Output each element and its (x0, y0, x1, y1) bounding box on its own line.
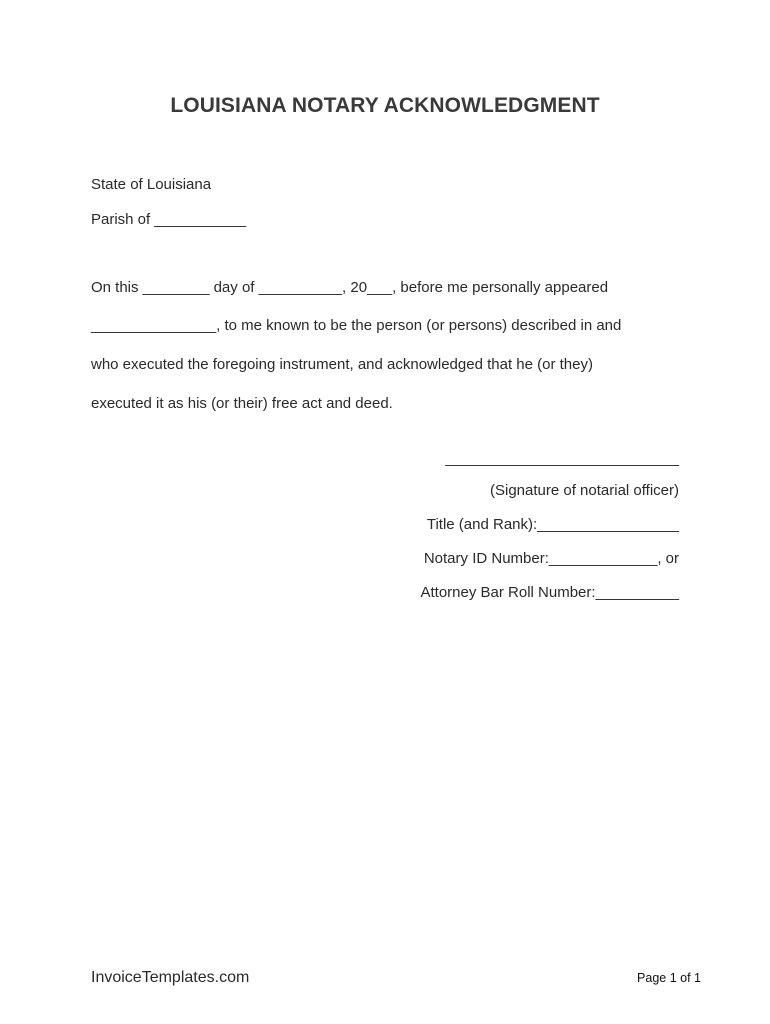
body-line-4: executed it as his (or their) free act and deed. (91, 395, 393, 412)
footer-source: InvoiceTemplates.com (91, 969, 250, 986)
body-line-2: _______________, to me known to be the person (or persons) described in and (91, 317, 622, 334)
parish-line: Parish of ___________ (91, 211, 247, 228)
notary-id-field: Notary ID Number:_____________, or (423, 550, 679, 567)
state-line: State of Louisiana (91, 176, 212, 193)
body-line-1: On this ________ day of __________, 20___, before me personally appeared (91, 279, 609, 296)
title-rank-field: Title (and Rank):_________________ (426, 516, 679, 533)
document-title: LOUISIANA NOTARY ACKNOWLEDGMENT (170, 94, 600, 117)
page-number: Page 1 of 1 (637, 971, 701, 985)
bar-roll-field: Attorney Bar Roll Number:__________ (420, 584, 679, 601)
signature-line: ____________________________ (445, 450, 679, 467)
body-line-3: who executed the foregoing instrument, and acknowledged that he (or they) (91, 356, 593, 373)
signature-caption: (Signature of notarial officer) (490, 482, 679, 499)
